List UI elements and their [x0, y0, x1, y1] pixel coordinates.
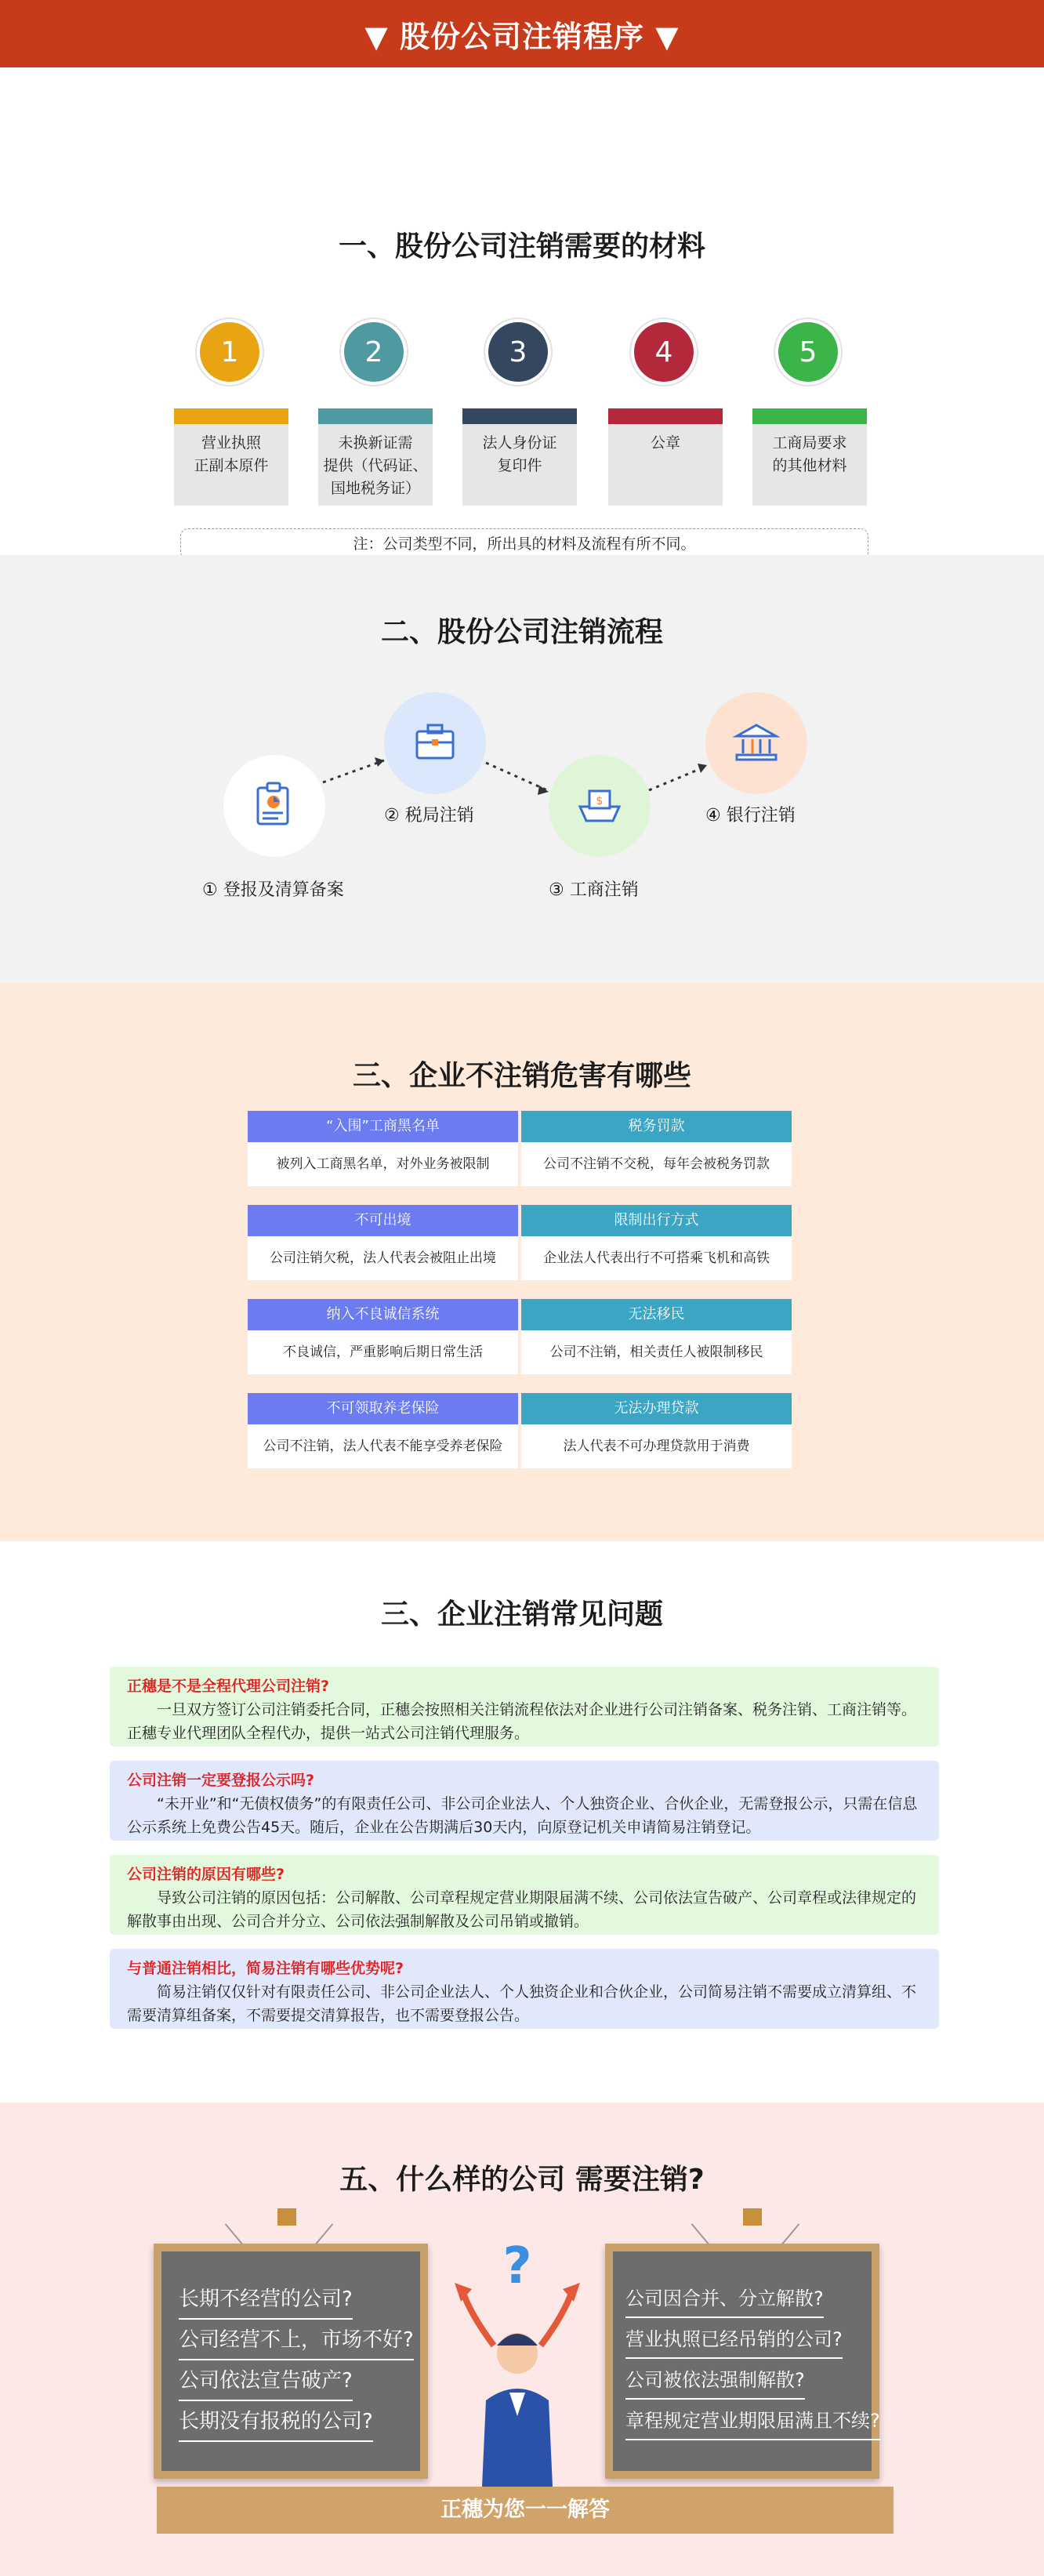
header-title: ▼ 股份公司注销程序 ▼ — [364, 19, 680, 54]
faq-section — [0, 1541, 1044, 2103]
harm-heading: 无法移民 — [521, 1299, 792, 1330]
money-tray-icon — [549, 755, 651, 857]
question-line: 公司因合并、分立解散? — [625, 2283, 824, 2318]
harms-section — [0, 983, 1044, 1541]
material-color-bar — [174, 408, 288, 424]
left-chalkboard — [154, 2244, 428, 2479]
material-text-box — [462, 424, 577, 506]
material-text-box — [752, 424, 867, 506]
materials-section — [0, 67, 1044, 555]
question-line: 公司依法宣告破产? — [179, 2364, 353, 2401]
faq-question: 正穗是不是全程代理公司注销? — [127, 1678, 330, 1695]
materials-title: 一、股份公司注销需要的材料 — [338, 230, 705, 263]
process-step-label: ① 登报及清算备案 — [202, 880, 344, 900]
faq-answer: “未开业”和“无债权债务”的有限责任公司、非公司企业法人、个人独资企业、合伙企业，无需登报公示，只需在信息公示系统上免费公告45天。随后，企业在公告期满后30天内，向原登记机关申请简易注销登记。 — [127, 1795, 918, 1836]
harm-heading: 限制出行方式 — [521, 1205, 792, 1236]
right-chalkboard — [605, 2244, 879, 2479]
faq-title: 三、企业注销常见问题 — [380, 1598, 663, 1631]
harm-description: 不良诚信，严重影响后期日常生活 — [283, 1344, 483, 1360]
material-color-bar — [608, 408, 723, 424]
material-color-bar — [752, 408, 867, 424]
material-number: 1 — [200, 322, 259, 382]
material-color-bar — [462, 408, 577, 424]
harm-heading: 纳入不良诚信系统 — [248, 1299, 518, 1330]
harm-description: 企业法人代表出行不可搭乘飞机和高铁 — [543, 1250, 770, 1266]
process-section — [0, 555, 1044, 983]
which-companies-title: 五、什么样的公司 需要注销? — [339, 2164, 705, 2196]
briefcase-icon — [384, 692, 486, 794]
harm-card — [521, 1111, 792, 1186]
harm-card — [248, 1393, 518, 1468]
question-line: 长期没有报税的公司? — [179, 2405, 373, 2442]
material-text-line: 提供（代码证、 — [323, 457, 428, 474]
material-text-line: 的其他材料 — [772, 457, 847, 474]
faq-question: 公司注销一定要登报公示吗? — [127, 1772, 315, 1789]
material-item — [174, 322, 288, 507]
material-item — [608, 322, 723, 507]
materials-list — [174, 322, 867, 507]
harm-description: 法人代表不可办理贷款用于消费 — [563, 1439, 750, 1454]
harms-title: 三、企业不注销危害有哪些 — [352, 1060, 691, 1092]
bank-icon — [705, 692, 807, 794]
material-number: 5 — [778, 322, 838, 382]
faq-answer: 简易注销仅仅针对有限责任公司、非公司企业法人、个人独资企业和合伙企业，公司简易注销不需要成立清算组、不需要清算组备案，不需要提交清算报告，也不需要登报公告。 — [127, 1983, 917, 2024]
process-title: 二、股份公司注销流程 — [380, 616, 663, 648]
harm-description: 公司注销欠税，法人代表会被阻止出境 — [270, 1250, 496, 1266]
material-text-line: 法人身份证 — [482, 434, 557, 452]
material-item — [752, 322, 867, 507]
nail-icon — [743, 2208, 762, 2226]
harm-heading: 不可领取养老保险 — [248, 1393, 518, 1424]
faq-item — [110, 1855, 939, 1935]
material-text-line: 工商局要求 — [772, 434, 847, 452]
harm-card — [248, 1205, 518, 1280]
question-line: 长期不经营的公司? — [179, 2283, 353, 2320]
question-line: 公司经营不上，市场不好? — [179, 2324, 414, 2360]
header-bar — [0, 0, 1044, 67]
faq-item — [110, 1667, 939, 1747]
material-text-box — [608, 424, 723, 506]
material-color-bar — [318, 408, 433, 424]
material-text-box — [318, 424, 433, 506]
harm-card — [248, 1299, 518, 1374]
newspaper-icon — [223, 755, 325, 857]
faq-item — [110, 1761, 939, 1841]
answer-banner: 正穗为您一一解答 — [157, 2487, 894, 2534]
material-text-line: 国地税务证） — [330, 480, 420, 497]
material-text-box — [174, 424, 288, 506]
harm-heading: 不可出境 — [248, 1205, 518, 1236]
process-step-label: ② 税局注销 — [384, 806, 474, 825]
question-line: 营业执照已经吊销的公司? — [625, 2324, 843, 2359]
process-step-label: ④ 银行注销 — [705, 806, 796, 825]
faq-answer: 导致公司注销的原因包括：公司解散、公司章程规定营业期限届满不续、公司依法宣告破产、公司章程或法律规定的解散事由出现、公司合并分立、公司依法强制解散及公司吊销或撤销。 — [127, 1889, 917, 1930]
harm-description: 公司不注销，法人代表不能享受养老保险 — [263, 1439, 503, 1454]
nail-icon — [277, 2208, 296, 2226]
harm-description: 被列入工商黑名单，对外业务被限制 — [276, 1156, 490, 1172]
harm-card — [521, 1205, 792, 1280]
material-number: 2 — [344, 322, 404, 382]
which-companies-section — [0, 2103, 1044, 2576]
question-line: 公司被依法强制解散? — [625, 2364, 805, 2400]
faq-question: 公司注销的原因有哪些? — [127, 1866, 285, 1883]
material-number: 4 — [634, 322, 694, 382]
material-text-line: 未换新证需 — [338, 434, 413, 452]
question-line: 章程规定营业期限届满且不续? — [625, 2405, 880, 2440]
material-item — [318, 322, 433, 507]
material-text-line: 营业执照 — [201, 434, 261, 452]
harm-description: 公司不注销，相关责任人被限制移民 — [549, 1344, 763, 1360]
faq-answer: 一旦双方签订公司注销委托合同，正穗会按照相关注销流程依法对企业进行公司注销备案、税务注销、工商注销等。正穗专业代理团队全程代办，提供一站式公司注销代理服务。 — [127, 1701, 917, 1742]
thinking-man-illustration — [439, 2220, 596, 2487]
harm-heading: 税务罚款 — [521, 1111, 792, 1142]
material-text-line: 正副本原件 — [194, 457, 269, 474]
harm-card — [521, 1299, 792, 1374]
process-arrow-2 — [486, 763, 547, 790]
question-mark-icon: ? — [502, 2237, 532, 2295]
faq-item — [110, 1949, 939, 2029]
harm-card — [521, 1393, 792, 1468]
process-arrows — [0, 555, 1044, 983]
harm-card — [248, 1111, 518, 1186]
svg-text:$: $ — [596, 795, 604, 807]
process-arrow-1 — [323, 760, 384, 782]
material-item — [462, 322, 577, 507]
harm-heading: “入围”工商黑名单 — [248, 1111, 518, 1142]
material-number: 3 — [488, 322, 548, 382]
faq-question: 与普通注销相比，简易注销有哪些优势呢? — [127, 1960, 404, 1977]
material-text-line: 公章 — [650, 434, 680, 452]
materials-note: 注：公司类型不同，所出具的材料及流程有所不同。 — [180, 528, 868, 560]
harm-heading: 无法办理贷款 — [521, 1393, 792, 1424]
process-step-label: ③ 工商注销 — [549, 880, 639, 900]
harm-description: 公司不注销不交税，每年会被税务罚款 — [543, 1156, 770, 1172]
process-arrow-3 — [649, 767, 705, 790]
material-text-line: 复印件 — [497, 457, 542, 474]
